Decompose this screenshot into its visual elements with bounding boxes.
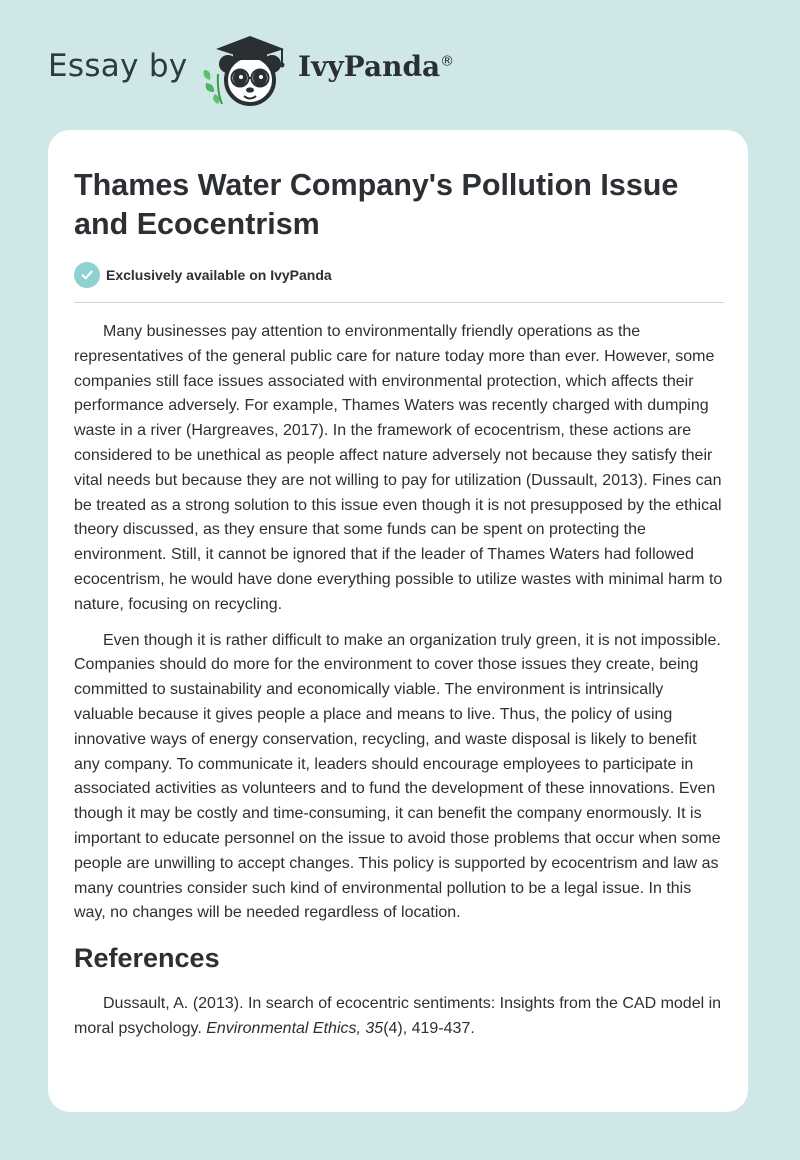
paragraph-2: Even though it is rather difficult to make an organization truly green, it is not impossible. Companies should do more for the environment to cover those issues they create, being committed to sustainability and economically viable. The environment is intrinsically valuable because it gives people a place and means to live. Thus, the policy of using innovative ways of energy conservation, recycling, and waste disposal is likely to benefit any company. To communicate it, leaders should encourage employees to participate in associated activities as volunteers and to fund the development of these innovations. Even though it may be costly and time-consuming, it can benefit the company enormously. It is important to educate personnel on the issue to avoid those problems that occur when some people are unwilling to accept changes. This policy is supported by ecocentrism and law as many countries consider such kind of environmental pollution to be a legal issue. In this way, no changes will be needed regardless of location.: [74, 631, 721, 922]
divider: [74, 302, 724, 303]
panda-logo-icon[interactable]: [200, 34, 292, 106]
reference-text: Dussault, A. (2013). In search of ecocentric sentiments: Insights from the CAD model in moral psychology.: [74, 995, 722, 1037]
exclusive-badge-label: Exclusively available on IvyPanda: [106, 267, 332, 283]
brand-name-text: IvyPanda: [298, 50, 441, 83]
essay-card: [48, 130, 748, 1112]
references-heading: References: [74, 943, 220, 974]
essay-title: Thames Water Company's Pollution Issue and Ecocentrism: [74, 168, 679, 241]
reference-entry: [74, 992, 724, 1042]
checkmark-icon: [74, 262, 100, 288]
essay-body: [74, 320, 724, 1042]
reference-journal: Environmental Ethics, 35: [206, 1019, 384, 1037]
reference-issue-pages: (4), 419-437.: [383, 1019, 475, 1037]
exclusive-badge: [74, 262, 332, 288]
registered-mark: ®: [440, 53, 455, 70]
brand-prefix: Essay by: [48, 48, 188, 84]
paragraph-1: Many businesses pay attention to environmentally friendly operations as the representatives of the general public care for nature today more than ever. However, some companies still face issues associated with environmental protection, which affects their performance adversely. For example, Thames Waters was recently charged with dumping waste in a river (Hargreaves, 2017). In the framework of ecocentrism, these actions are considered to be unethical as people affect nature adversely not because they satisfy their vital needs but because they are not willing to pay for utilization (Dussault, 2013). Fines can be treated as a strong solution to this issue even though it is not presupposed by the ethical theory discussed, as they ensure that some funds can be spent on protecting the environment. Still, it cannot be ignored that if the leader of Thames Waters had followed ecocentrism, he would have done everything possible to utilize wastes with minimal harm to nature, focusing on recycling.: [74, 323, 723, 613]
site-header: [48, 34, 478, 106]
brand-name[interactable]: [298, 50, 454, 83]
